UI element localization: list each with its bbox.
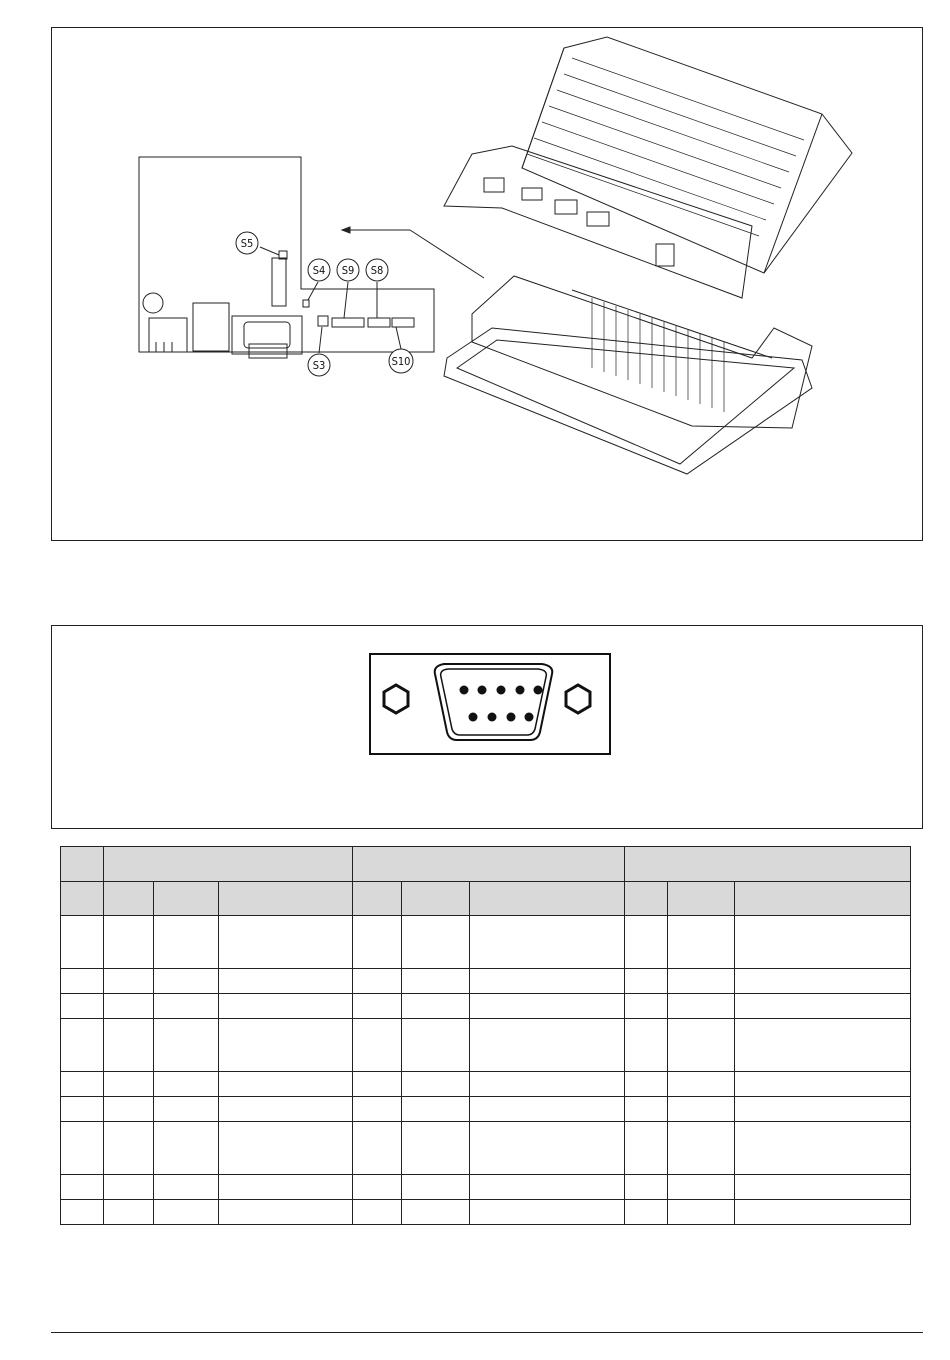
table-row [61,969,911,994]
pin-7 [488,713,497,722]
pin-9 [525,713,534,722]
pin-6 [469,713,478,722]
hex-screw-left [384,685,408,713]
exploded-view-figure [51,27,923,541]
table-row [61,1019,911,1072]
board-detail-view [139,157,434,358]
pin-5 [534,686,543,695]
footer-divider [51,1332,923,1333]
table-row [61,1122,911,1175]
table-column-header [61,882,911,916]
table-row [61,1097,911,1122]
svg-text:S10: S10 [391,355,411,368]
table-row [61,1175,911,1200]
pin-assignment-table [60,846,911,1225]
connector-figure [51,625,923,829]
table-row [61,916,911,969]
hex-screw-right [566,685,590,713]
pin-2 [478,686,487,695]
pin-1 [460,686,469,695]
table-row [61,994,911,1019]
pin-3 [497,686,506,695]
detail-pointer-line [410,230,484,278]
table-row [61,1200,911,1225]
pin-4 [516,686,525,695]
db9-connector-icon [52,626,922,828]
svg-text:S5: S5 [240,237,254,250]
header-group-3 [625,847,911,882]
header-group-2 [353,847,625,882]
svg-text:S4: S4 [312,264,326,277]
header-group-1 [104,847,353,882]
table-group-header [61,847,911,882]
svg-text:S8: S8 [370,264,384,277]
svg-text:S9: S9 [341,264,355,277]
header-cell [61,847,104,882]
switch-callout-s4 [308,259,330,300]
svg-text:S3: S3 [312,359,326,372]
switch-callout-s10 [389,327,413,373]
assembly-exploded [444,37,852,474]
table-row [61,1072,911,1097]
exploded-view-drawing [52,28,922,540]
switch-callout-s5 [236,232,279,255]
pin-8 [507,713,516,722]
